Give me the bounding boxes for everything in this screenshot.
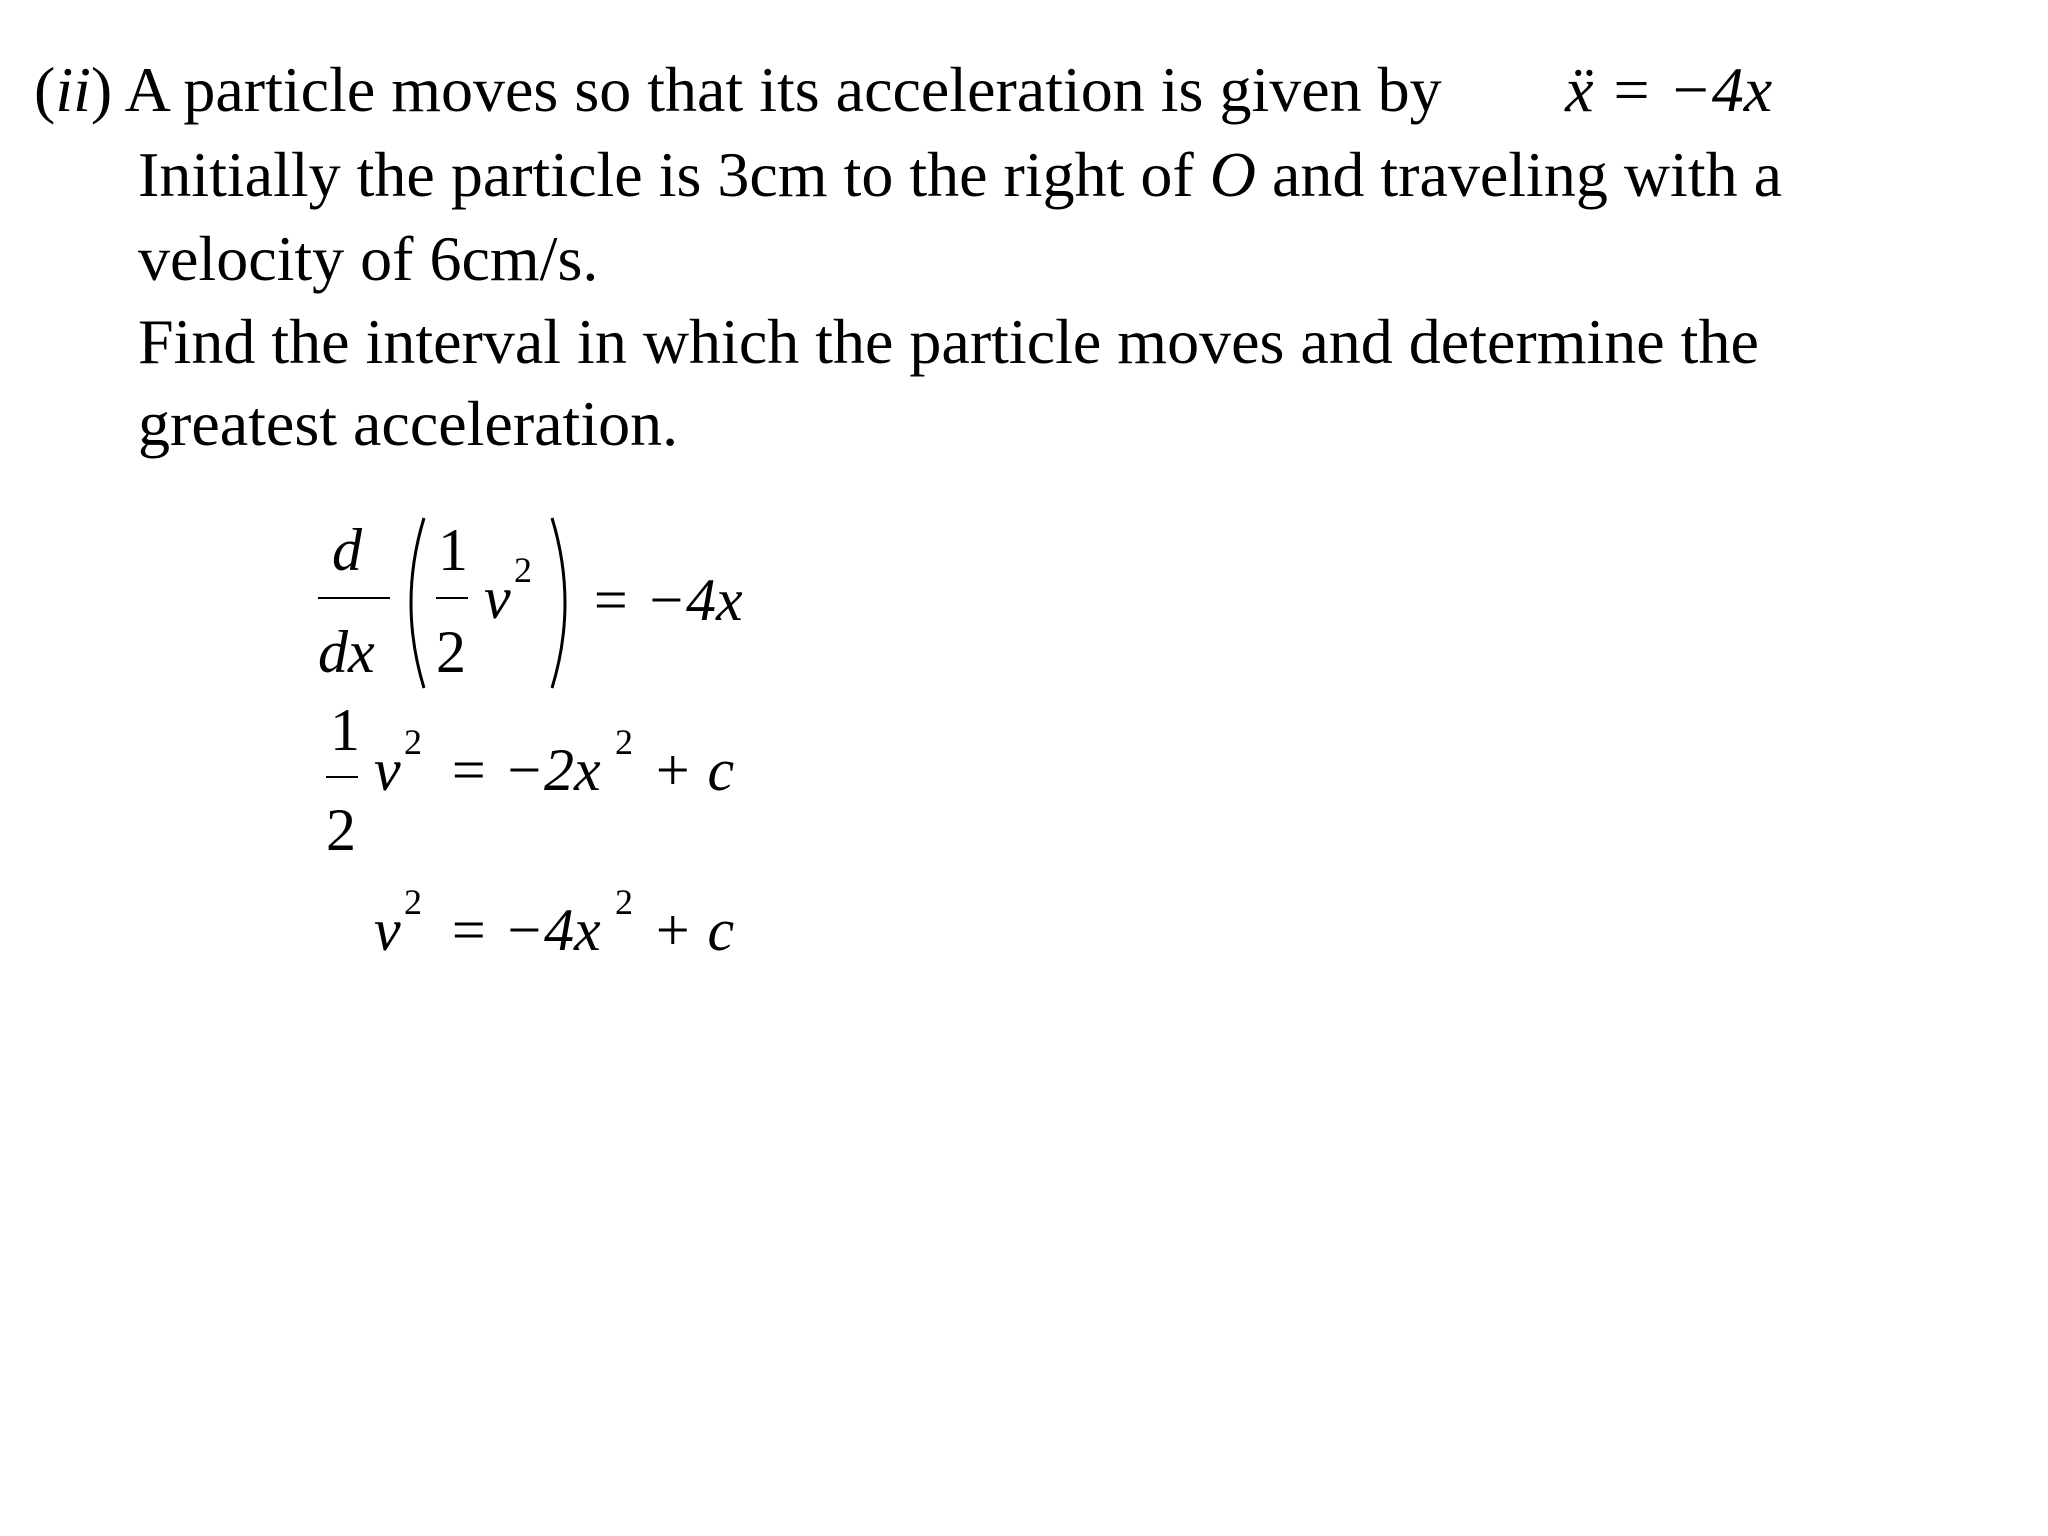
question-text-2b: and traveling with a [1271, 139, 1782, 210]
eq2-one: 1 [330, 697, 360, 763]
question-line-2 [138, 139, 1782, 210]
origin-label: O [1209, 139, 1256, 210]
question-line-4: Find the interval in which the particle moves and determine the [138, 306, 1759, 377]
eq1-half-bar [436, 597, 468, 599]
question-text-2a: Initially the particle is 3cm to the right of [138, 139, 1194, 210]
eq1-rhs: = −4x [590, 567, 743, 633]
eq3-rhs: = −4x [448, 897, 601, 963]
eq3-v-exp: 2 [404, 882, 422, 922]
question-line-5: greatest acceleration. [138, 388, 679, 459]
eq1-right-paren [548, 514, 582, 692]
eq2-half-bar [326, 776, 358, 778]
question-label: (ii) [34, 54, 113, 125]
eq2-v: v [374, 737, 401, 803]
question-line-3: velocity of 6cm/s. [138, 223, 599, 294]
eq2-tail: + c [652, 737, 735, 803]
eq3-v: v [374, 897, 401, 963]
eq1-one: 1 [438, 517, 468, 583]
eq3-tail: + c [652, 897, 735, 963]
eq1-v-exp: 2 [514, 550, 532, 590]
eq1-dx: dx [318, 619, 375, 685]
acceleration-equation: ẍ = −4x [1565, 54, 1773, 125]
eq1-derivative-bar [318, 597, 390, 599]
eq2-rhs-exp: 2 [615, 722, 633, 762]
question-text-1: A particle moves so that its acceleration is given by [124, 54, 1442, 125]
eq2-two: 2 [326, 797, 356, 863]
eq1-v: v [484, 565, 511, 631]
eq1-left-paren [394, 514, 428, 692]
eq2-v-exp: 2 [404, 722, 422, 762]
question-line-1 [34, 54, 1442, 125]
eq1-d: d [332, 517, 362, 583]
eq2-rhs: = −2x [448, 737, 601, 803]
eq3-rhs-exp: 2 [615, 882, 633, 922]
eq1-two: 2 [436, 619, 466, 685]
